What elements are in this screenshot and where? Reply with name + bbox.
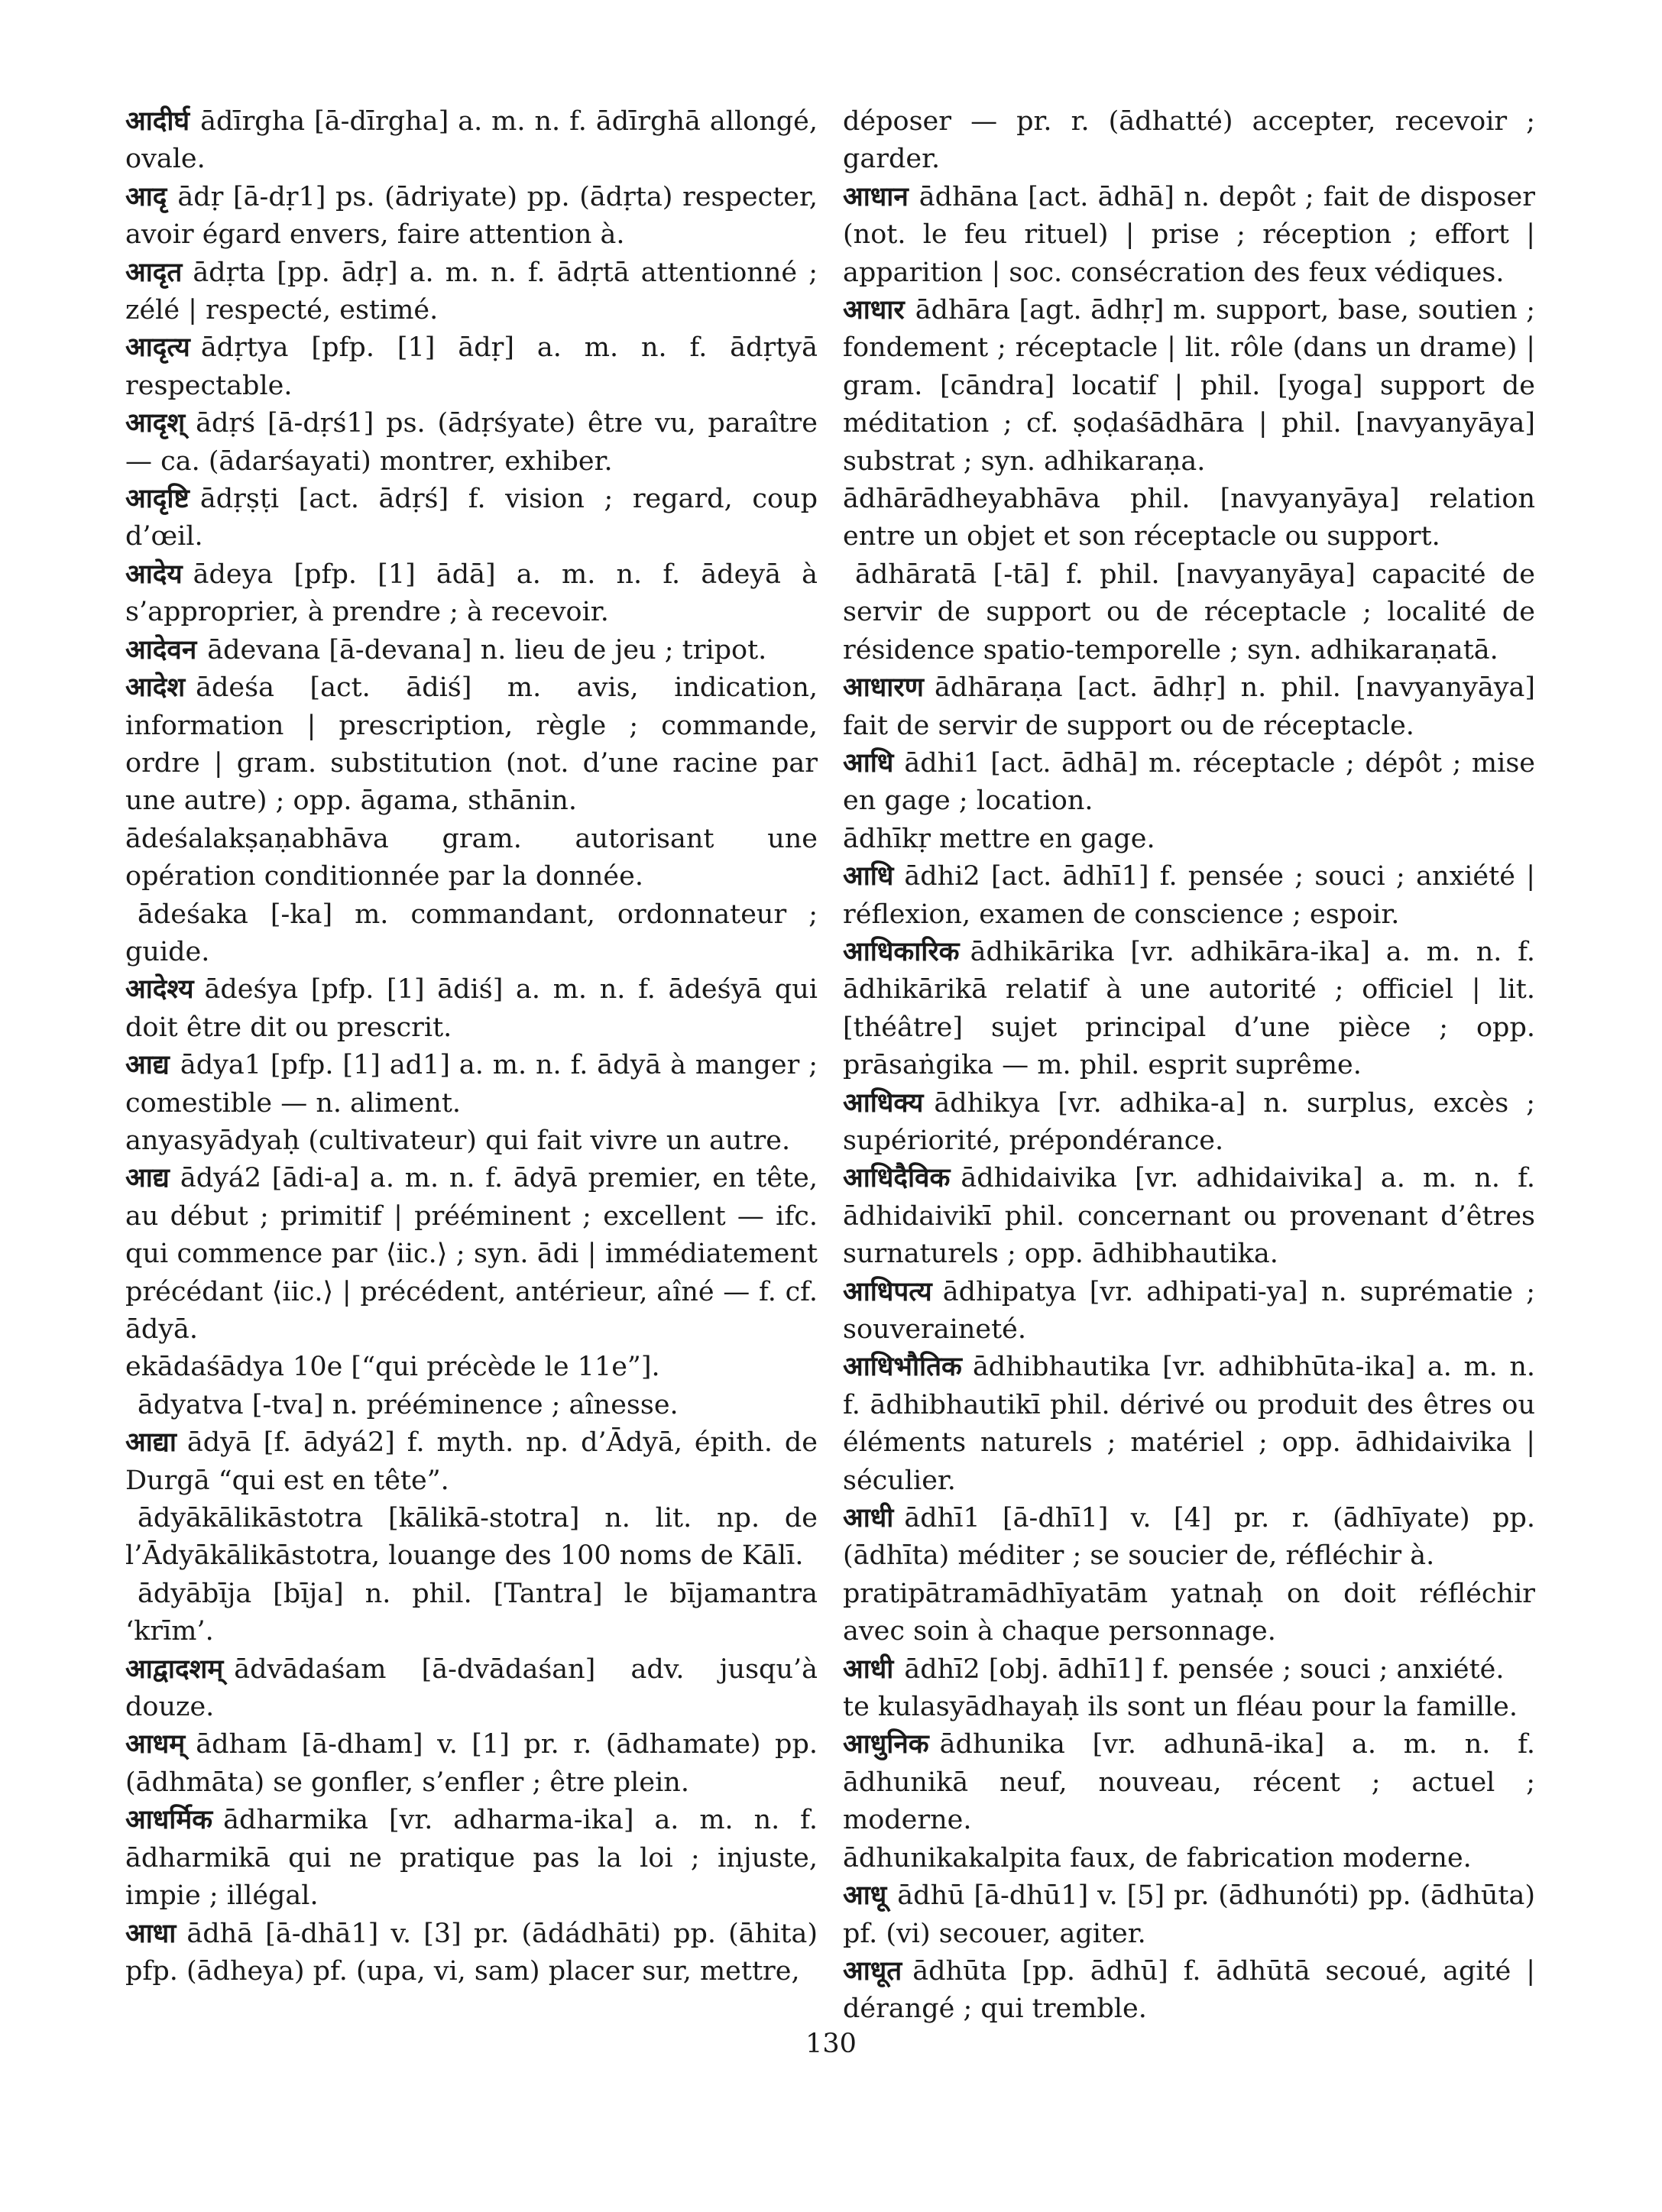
entry-text: ādṛta [pp. ādṛ] a. m. n. f. ādṛtā attentionné ; zélé | respecté, estimé. (125, 257, 818, 326)
entry-text: ādhikya [vr. adhika-a] n. surplus, excès ; supériorité, prépondérance. (843, 1087, 1535, 1156)
entry-text: ādīrgha [ā-dīrgha] a. m. n. f. ādīrghā allongé, ovale. (125, 106, 818, 175)
entry-text: ādhidaivika [vr. adhidaivika] a. m. n. f. ādhidaivikī phil. concernant ou provenant d’êtres surnaturels ; opp. ādhibhautika. (843, 1163, 1535, 1270)
devanagari-headword: आदृष्टि (125, 484, 190, 515)
dictionary-entry (125, 1424, 818, 1500)
entry-text: ādhī1 [ā-dhī1] v. [4] pr. r. (ādhīyate) pp. (ādhīta) méditer ; se soucier de, réfléchir à. (843, 1503, 1535, 1572)
dictionary-entry (843, 1085, 1535, 1161)
devanagari-headword: आधा (125, 1918, 177, 1949)
devanagari-headword: आधुनिक (843, 1729, 929, 1760)
entry-text: ādeśaka [-ka] m. commandant, ordonnateur ; guide. (125, 899, 818, 967)
dictionary-entry (125, 481, 818, 556)
dictionary-entry (125, 254, 818, 330)
dictionary-entry (125, 1802, 818, 1915)
devanagari-headword: आदृ (125, 181, 167, 212)
devanagari-headword: आदृत्य (125, 332, 190, 364)
devanagari-headword: आधिक्य (843, 1087, 924, 1119)
entry-text: ādṛś [ā-dṛś1] ps. (ādṛśyate) être vu, paraître — ca. (ādarśayati) montrer, exhiber. (125, 408, 818, 477)
entry-text: ādhāna [act. ādhā] n. depôt ; fait de disposer (not. le feu rituel) | prise ; réception ; effort | apparition | soc. consécration des feux védiques. (843, 181, 1535, 288)
dictionary-entry (843, 103, 1535, 179)
entry-text: ādhāratā [-tā] f. phil. [navyanyāya] capacité de servir de support ou de réceptacle ; localité de résidence spatio-temporelle ; syn. adhikaraṇatā. (843, 559, 1535, 666)
entry-text: ādṛtya [pfp. [1] ādṛ] a. m. n. f. ādṛtyā respectable. (125, 332, 818, 401)
dictionary-entry (125, 1122, 818, 1160)
dictionary-entry (843, 556, 1535, 669)
dictionary-entry (125, 1500, 818, 1576)
entry-text: déposer — pr. r. (ādhatté) accepter, recevoir ; garder. (843, 106, 1535, 175)
entry-text: ādeśya [pfp. [1] ādiś] a. m. n. f. ādeśyā qui doit être dit ou prescrit. (125, 974, 818, 1043)
dictionary-entry (843, 292, 1535, 481)
devanagari-headword: आदेश (125, 672, 186, 704)
dictionary-entry (125, 1726, 818, 1802)
entry-text: ādyá2 [ādi-a] a. m. n. f. ādyā premier, en tête, au début ; primitif | prééminent ; excellent — ifc. qui commence par ⟨iic.⟩ ; syn. ādi | immédiatement précédant ⟨iic.⟩ | précédent, antérieur, aîné — f. cf. ādyā. (125, 1163, 818, 1345)
dictionary-entry (125, 669, 818, 821)
dictionary-entry (843, 1840, 1535, 1877)
dictionary-entry (843, 1500, 1535, 1576)
right-column (843, 103, 1535, 2029)
entry-text: ādvādaśam [ā-dvādaśan] adv. jusqu’à douze. (125, 1653, 818, 1723)
entry-text: ādhāraṇa [act. ādhṛ] n. phil. [navyanyāya] fait de servir de support ou de réceptacle. (843, 672, 1535, 741)
dictionary-entry (843, 1274, 1535, 1349)
devanagari-headword: आधूत (843, 1955, 902, 1987)
dictionary-entry (843, 1160, 1535, 1273)
dictionary-entry (125, 179, 818, 254)
devanagari-headword: आधर्मिक (125, 1805, 213, 1836)
entry-text: ādhunika [vr. adhunā-ika] a. m. n. f. ādhunikā neuf, nouveau, récent ; actuel ; moderne. (843, 1729, 1535, 1836)
dictionary-entry (125, 1160, 818, 1349)
dictionary-entry (125, 632, 818, 669)
dictionary-entry (125, 1349, 818, 1386)
entry-text: ādhi1 [act. ādhā] m. réceptacle ; dépôt ; mise en gage ; location. (843, 747, 1535, 817)
entry-text: ādhipatya [vr. adhipati-ya] n. suprématie ; souveraineté. (843, 1276, 1535, 1345)
entry-text: ādhī2 [obj. ādhī1] f. pensée ; souci ; anxiété. (904, 1653, 1505, 1685)
devanagari-headword: आधी (843, 1653, 894, 1685)
devanagari-headword: आधारण (843, 672, 924, 704)
page-number: 130 (805, 2029, 857, 2059)
dictionary-entry (125, 971, 818, 1047)
entry-text: ādya1 [pfp. [1] ad1] a. m. n. f. ādyā à manger ; comestible — n. aliment. (125, 1050, 818, 1119)
dictionary-entry (843, 179, 1535, 292)
dictionary-entry (125, 103, 818, 179)
dictionary-entry (843, 1953, 1535, 2029)
entry-text: te kulasyādhayaḥ ils sont un fléau pour la famille. (843, 1692, 1518, 1723)
devanagari-headword: आधू (843, 1880, 887, 1912)
devanagari-headword: आधि (843, 747, 894, 779)
devanagari-headword: आधार (843, 295, 905, 326)
entry-text: ekādaśādya 10e [“qui précède le 11e”]. (125, 1352, 660, 1383)
devanagari-headword: आधिकारिक (843, 936, 960, 967)
entry-text: ādeśalakṣaṇabhāva gram. autorisant une opération conditionnée par la donnée. (125, 823, 818, 892)
devanagari-headword: आधान (843, 181, 909, 212)
dictionary-entry (843, 669, 1535, 745)
entry-text: pratipātramādhīyatām yatnaḥ on doit réfléchir avec soin à chaque personnage. (843, 1578, 1535, 1647)
dictionary-entry (843, 1576, 1535, 1651)
devanagari-headword: आधिभौतिक (843, 1352, 962, 1383)
entry-text: ādhāra [agt. ādhṛ] m. support, base, soutien ; fondement ; réceptacle | lit. rôle (dans un drame) | gram. [cāndra] locatif | phil. [yoga] support de méditation ; cf. ṣoḍaśādhāra | phil. [navyanyāya] substrat ; syn. adhikaraṇa. (843, 295, 1535, 477)
devanagari-headword: आद्या (125, 1427, 177, 1459)
entry-text: ādeya [pfp. [1] ādā] a. m. n. f. ādeyā à s’approprier, à prendre ; à recevoir. (125, 559, 818, 628)
entry-text: ādhārādheyabhāva phil. [navyanyāya] relation entre un objet et son réceptacle ou support. (843, 484, 1535, 552)
entry-text: ādhū [ā-dhū1] v. [5] pr. (ādhunóti) pp. (ādhūta) pf. (vi) secouer, agiter. (843, 1880, 1535, 1949)
entry-text: ādeśa [act. ādiś] m. avis, indication, information | prescription, règle ; commande, ordre | gram. substitution (not. d’une racine par une autre) ; opp. āgama, sthānin. (125, 672, 818, 817)
entry-text: ādyā [f. ādyá2] f. myth. np. d’Ādyā, épith. de Durgā “qui est en tête”. (125, 1427, 818, 1496)
entry-text: ādhikārika [vr. adhikāra-ika] a. m. n. f. ādhikārikā relatif à une autorité ; officiel | lit. [théâtre] sujet principal d’une pièce ; opp. prāsaṅgika — m. phil. esprit suprême. (843, 936, 1535, 1081)
dictionary-entry (125, 405, 818, 481)
dictionary-entry (125, 1651, 818, 1727)
entry-text: ādhunikakalpita faux, de fabrication moderne. (843, 1842, 1472, 1874)
devanagari-headword: आधिदैविक (843, 1163, 951, 1194)
dictionary-entry (125, 1916, 818, 1991)
entry-text: ādevana [ā-devana] n. lieu de jeu ; tripot. (207, 634, 767, 666)
entry-text: ādhi2 [act. ādhī1] f. pensée ; souci ; anxiété | réflexion, examen de conscience ; espoir. (843, 861, 1535, 930)
devanagari-headword: आद्य (125, 1050, 170, 1081)
devanagari-headword: आधिपत्य (843, 1276, 932, 1307)
dictionary-entry (843, 1349, 1535, 1500)
entry-text: ādyābīja [bīja] n. phil. [Tantra] le bījamantra ‘krīm’. (125, 1578, 818, 1647)
devanagari-headword: आद्य (125, 1163, 170, 1194)
dictionary-entry (843, 1689, 1535, 1726)
entry-text: anyasyādyaḥ (cultivateur) qui fait vivre un autre. (125, 1125, 791, 1156)
entry-text: ādharmika [vr. adharma-ika] a. m. n. f. ādharmikā qui ne pratique pas la loi ; injuste, impie ; illégal. (125, 1805, 818, 1912)
devanagari-headword: आदेय (125, 559, 183, 590)
dictionary-entry (843, 858, 1535, 934)
entry-text: ādyākālikāstotra [kālikā-stotra] n. lit. np. de l’Ādyākālikāstotra, louange des 100 noms de Kālī. (125, 1503, 818, 1572)
entry-text: ādṛṣṭi [act. ādṛś] f. vision ; regard, coup d’œil. (125, 484, 818, 552)
entry-text: ādyatva [-tva] n. prééminence ; aînesse. (138, 1389, 679, 1420)
entry-text: ādṛ [ā-dṛ1] ps. (ādriyate) pp. (ādṛta) respecter, avoir égard envers, faire attention à. (125, 181, 818, 251)
devanagari-headword: आधी (843, 1503, 894, 1534)
devanagari-headword: आधम् (125, 1729, 186, 1760)
devanagari-headword: आदेवन (125, 634, 197, 666)
dictionary-entry (843, 481, 1535, 556)
devanagari-headword: आदृश् (125, 408, 186, 439)
devanagari-headword: आदीर्घ (125, 106, 190, 137)
entry-text: ādhā [ā-dhā1] v. [3] pr. (ādádhāti) pp. (āhita) pfp. (ādheya) pf. (upa, vi, sam) placer sur, mettre, (125, 1918, 818, 1987)
devanagari-headword: आदृत (125, 257, 183, 288)
entry-text: ādham [ā-dham] v. [1] pr. r. (ādhamate) pp. (ādhmāta) se gonfler, s’enfler ; être plein. (125, 1729, 818, 1798)
dictionary-entry (125, 821, 818, 896)
dictionary-entry (125, 1576, 818, 1651)
dictionary-entry (125, 556, 818, 632)
entry-text: ādhīkṛ mettre en gage. (843, 823, 1155, 854)
dictionary-entry (843, 1651, 1535, 1689)
devanagari-headword: आधि (843, 861, 894, 892)
dictionary-entry (125, 896, 818, 972)
dictionary-entry (125, 1387, 818, 1424)
dictionary-entry (843, 1726, 1535, 1839)
devanagari-headword: आदेश्य (125, 974, 194, 1006)
dictionary-entry (843, 745, 1535, 821)
dictionary-entry (843, 934, 1535, 1085)
devanagari-headword: आद्वादशम् (125, 1653, 224, 1685)
dictionary-entry (843, 1877, 1535, 1953)
entry-text: ādhūta [pp. ādhū] f. ādhūtā secoué, agité | dérangé ; qui tremble. (843, 1955, 1535, 2025)
dictionary-entry (843, 821, 1535, 858)
dictionary-entry (125, 329, 818, 405)
entry-text: ādhibhautika [vr. adhibhūta-ika] a. m. n. f. ādhibhautikī phil. dérivé ou produit des êtres ou éléments naturels ; matériel ; opp. ādhidaivika | séculier. (843, 1352, 1535, 1496)
dictionary-entry (125, 1047, 818, 1122)
left-column (125, 103, 818, 1990)
